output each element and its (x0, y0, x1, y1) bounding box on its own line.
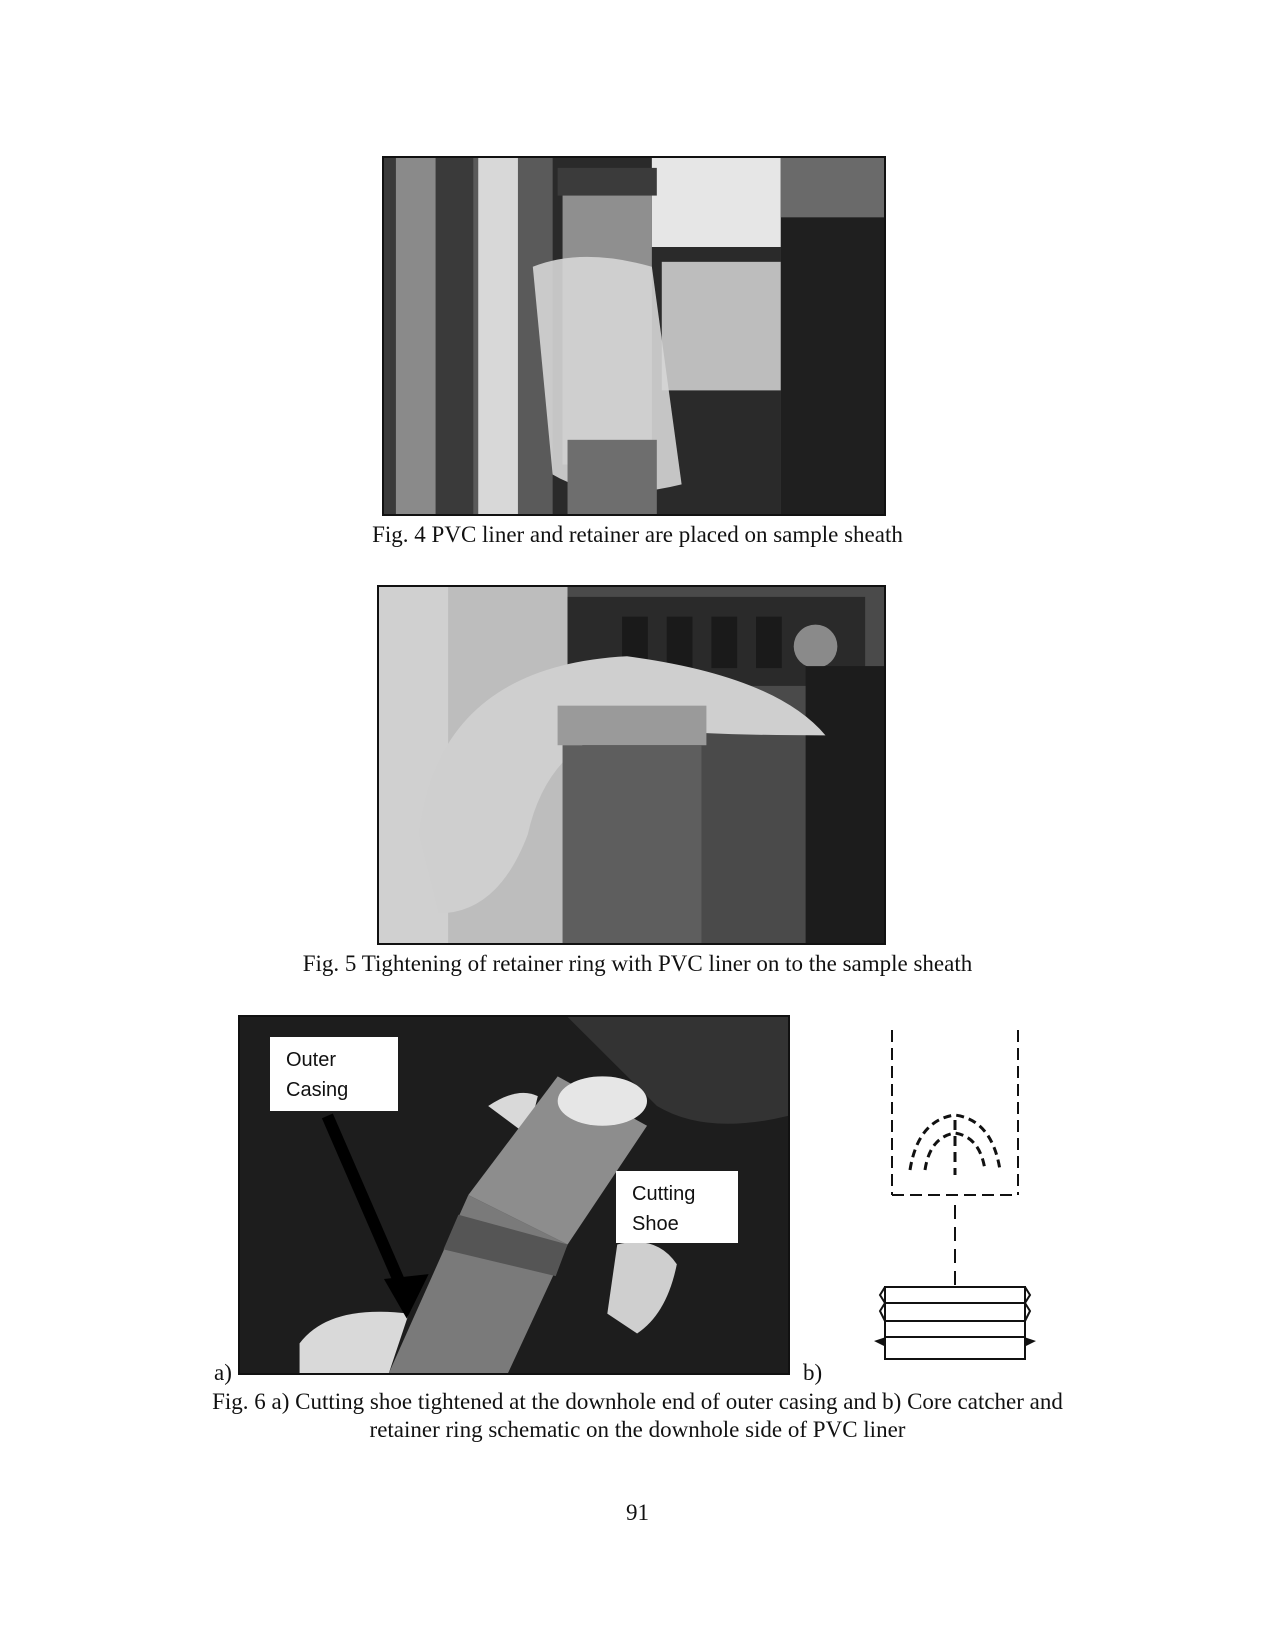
outer-casing-label (270, 1037, 398, 1111)
panel-b-label: b) (803, 1360, 823, 1385)
cutting-shoe-label-line1: Cutting (632, 1183, 696, 1205)
figure-4-photo (382, 156, 886, 516)
figure-6b-schematic (870, 1025, 1050, 1365)
figure-5-photo (377, 585, 886, 945)
cutting-shoe-label (616, 1171, 738, 1243)
figure-6-caption-line2: retainer ring schematic on the downhole side of PVC liner (369, 1417, 906, 1442)
figure-6a-photo (238, 1015, 790, 1375)
panel-a-label: a) (214, 1360, 232, 1385)
figure-5-caption: Fig. 5 Tightening of retainer ring with PVC liner on to the sample sheath (302, 951, 973, 976)
figure-6-caption-line1: Fig. 6 a) Cutting shoe tightened at the downhole end of outer casing and b) Core catcher and (212, 1389, 1063, 1414)
cutting-shoe-label-line2: Shoe (632, 1213, 679, 1235)
figure-4-caption: Fig. 4 PVC liner and retainer are placed on sample sheath (372, 522, 903, 547)
page-number: 91 (626, 1500, 649, 1525)
outer-casing-label-line1: Outer (286, 1049, 337, 1071)
outer-casing-label-line2: Casing (286, 1079, 349, 1101)
